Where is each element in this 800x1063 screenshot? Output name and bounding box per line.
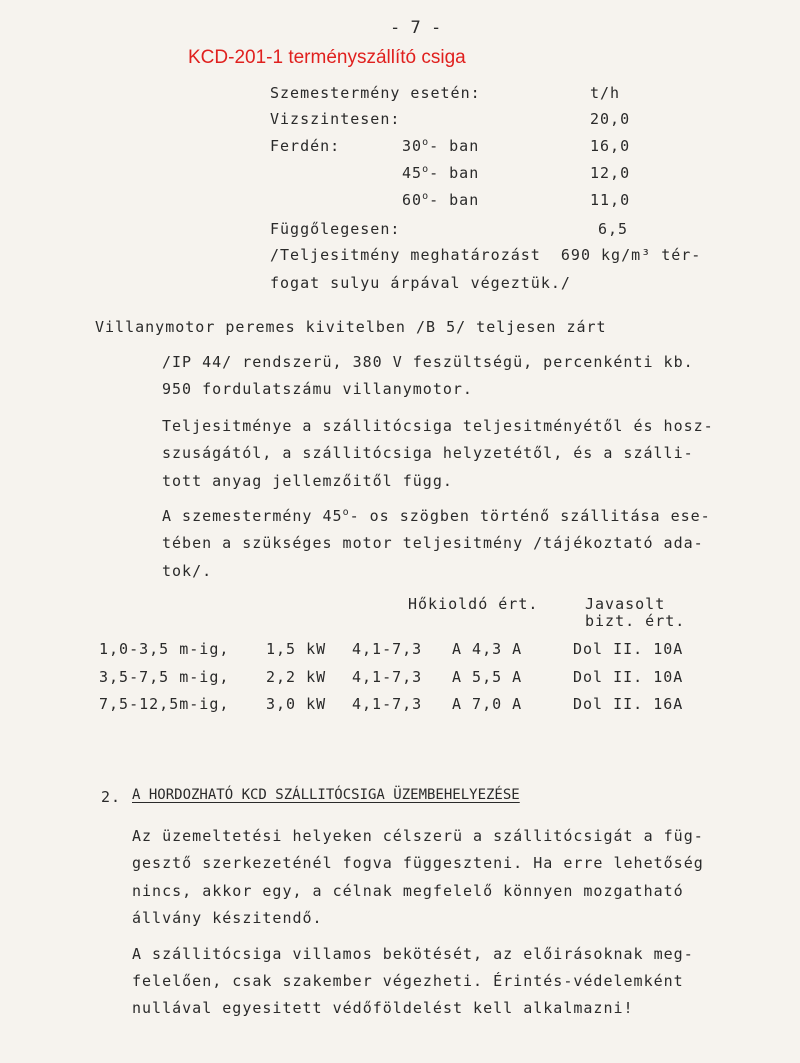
capacity-header-label: Szemestermény esetén: bbox=[270, 84, 481, 102]
inclined-label: Ferdén: bbox=[270, 137, 341, 155]
motor-paragraph-line: tében a szükséges motor teljesitmény /tájékoztató ada- bbox=[162, 534, 704, 552]
capacity-header-unit: t/h bbox=[590, 84, 621, 102]
section-paragraph-line: Az üzemeltetési helyeken célszerü a szállitócsigát a füg- bbox=[132, 827, 704, 845]
cell-power: 1,5 kW bbox=[266, 640, 327, 658]
inclined-angle-row bbox=[402, 139, 479, 154]
cell-amp: A 7,0 A bbox=[452, 695, 523, 713]
inclined-angle-row bbox=[402, 166, 479, 181]
section-paragraph-line: állvány készitendő. bbox=[132, 909, 323, 927]
capacity-note-line: /Teljesitmény meghatározást 690 kg/m³ tér- bbox=[270, 246, 702, 264]
section-heading: A HORDOZHATÓ KCD SZÁLLITÓCSIGA ÜZEMBEHELYEZÉSE bbox=[132, 787, 520, 803]
column-header-javasolt: Javasolt bbox=[585, 595, 666, 613]
angle-suffix: - ban bbox=[429, 137, 480, 155]
cell-hokioldo: 4,1-7,3 bbox=[352, 668, 423, 686]
motor-paragraph-line: Teljesitménye a szállitócsiga teljesitményétől és hosz- bbox=[162, 417, 714, 435]
motor-line: /IP 44/ rendszerü, 380 V feszültségü, percenkénti kb. bbox=[162, 353, 694, 371]
cell-fuse: Dol II. 16A bbox=[573, 695, 684, 713]
motor-line: 950 fordulatszámu villanymotor. bbox=[162, 380, 473, 398]
section-paragraph-line: nullával egyesitett védőföldelést kell alkalmazni! bbox=[132, 999, 634, 1017]
cell-range: 1,0-3,5 m-ig, bbox=[99, 640, 230, 658]
motor-paragraph-line bbox=[162, 509, 711, 524]
angle-value: 30 bbox=[402, 137, 423, 155]
cell-range: 7,5-12,5m-ig, bbox=[99, 695, 230, 713]
page-number: - 7 - bbox=[390, 18, 442, 38]
cell-amp: A 4,3 A bbox=[452, 640, 523, 658]
degree-mark: o bbox=[342, 507, 350, 518]
capacity-note-line: fogat sulyu árpával végeztük./ bbox=[270, 274, 571, 292]
degree-mark: o bbox=[422, 191, 430, 202]
section-paragraph-line: A szállitócsiga villamos bekötését, az előirásoknak meg- bbox=[132, 945, 694, 963]
column-header-hokioldo: Hőkioldó ért. bbox=[408, 595, 539, 613]
motor-paragraph-line: tott anyag jellemzőitől függ. bbox=[162, 472, 453, 490]
section-paragraph-line: gesztő szerkezeténél fogva függeszteni. Ha erre lehetőség bbox=[132, 854, 704, 872]
cell-power: 2,2 kW bbox=[266, 668, 327, 686]
cell-fuse: Dol II. 10A bbox=[573, 668, 684, 686]
motor-paragraph-line: tok/. bbox=[162, 562, 213, 580]
column-header-bizt: bizt. ért. bbox=[585, 612, 686, 630]
inclined-value: 12,0 bbox=[590, 164, 631, 182]
angle-value: 60 bbox=[402, 191, 423, 209]
page-title: KCD-201-1 terményszállító csiga bbox=[188, 47, 466, 68]
motor-line: Villanymotor peremes kivitelben /B 5/ teljesen zárt bbox=[95, 318, 607, 336]
section-paragraph-line: nincs, akkor egy, a célnak megfelelő könnyen mozgatható bbox=[132, 882, 684, 900]
degree-mark: o bbox=[422, 137, 430, 148]
section-number: 2. bbox=[101, 788, 122, 806]
cell-range: 3,5-7,5 m-ig, bbox=[99, 668, 230, 686]
motor-paragraph-line: szuságától, a szállitócsiga helyzetétől, és a szálli- bbox=[162, 444, 694, 462]
angle-suffix: - ban bbox=[429, 191, 480, 209]
section-paragraph-line: felelően, csak szakember végezheti. Érintés-védelemként bbox=[132, 972, 684, 990]
degree-mark: o bbox=[422, 164, 430, 175]
cell-power: 3,0 kW bbox=[266, 695, 327, 713]
angle-suffix: - ban bbox=[429, 164, 480, 182]
cell-hokioldo: 4,1-7,3 bbox=[352, 640, 423, 658]
text-span: - os szögben történő szállitása ese- bbox=[349, 507, 711, 525]
inclined-value: 16,0 bbox=[590, 137, 631, 155]
cell-hokioldo: 4,1-7,3 bbox=[352, 695, 423, 713]
inclined-value: 11,0 bbox=[590, 191, 631, 209]
horizontal-value: 20,0 bbox=[590, 110, 631, 128]
inclined-angle-row bbox=[402, 193, 479, 208]
cell-fuse: Dol II. 10A bbox=[573, 640, 684, 658]
horizontal-label: Vizszintesen: bbox=[270, 110, 401, 128]
angle-value: 45 bbox=[402, 164, 423, 182]
text-span: A szemestermény 45 bbox=[162, 507, 343, 525]
vertical-label: Függőlegesen: bbox=[270, 220, 401, 238]
vertical-value: 6,5 bbox=[598, 220, 629, 238]
cell-amp: A 5,5 A bbox=[452, 668, 523, 686]
